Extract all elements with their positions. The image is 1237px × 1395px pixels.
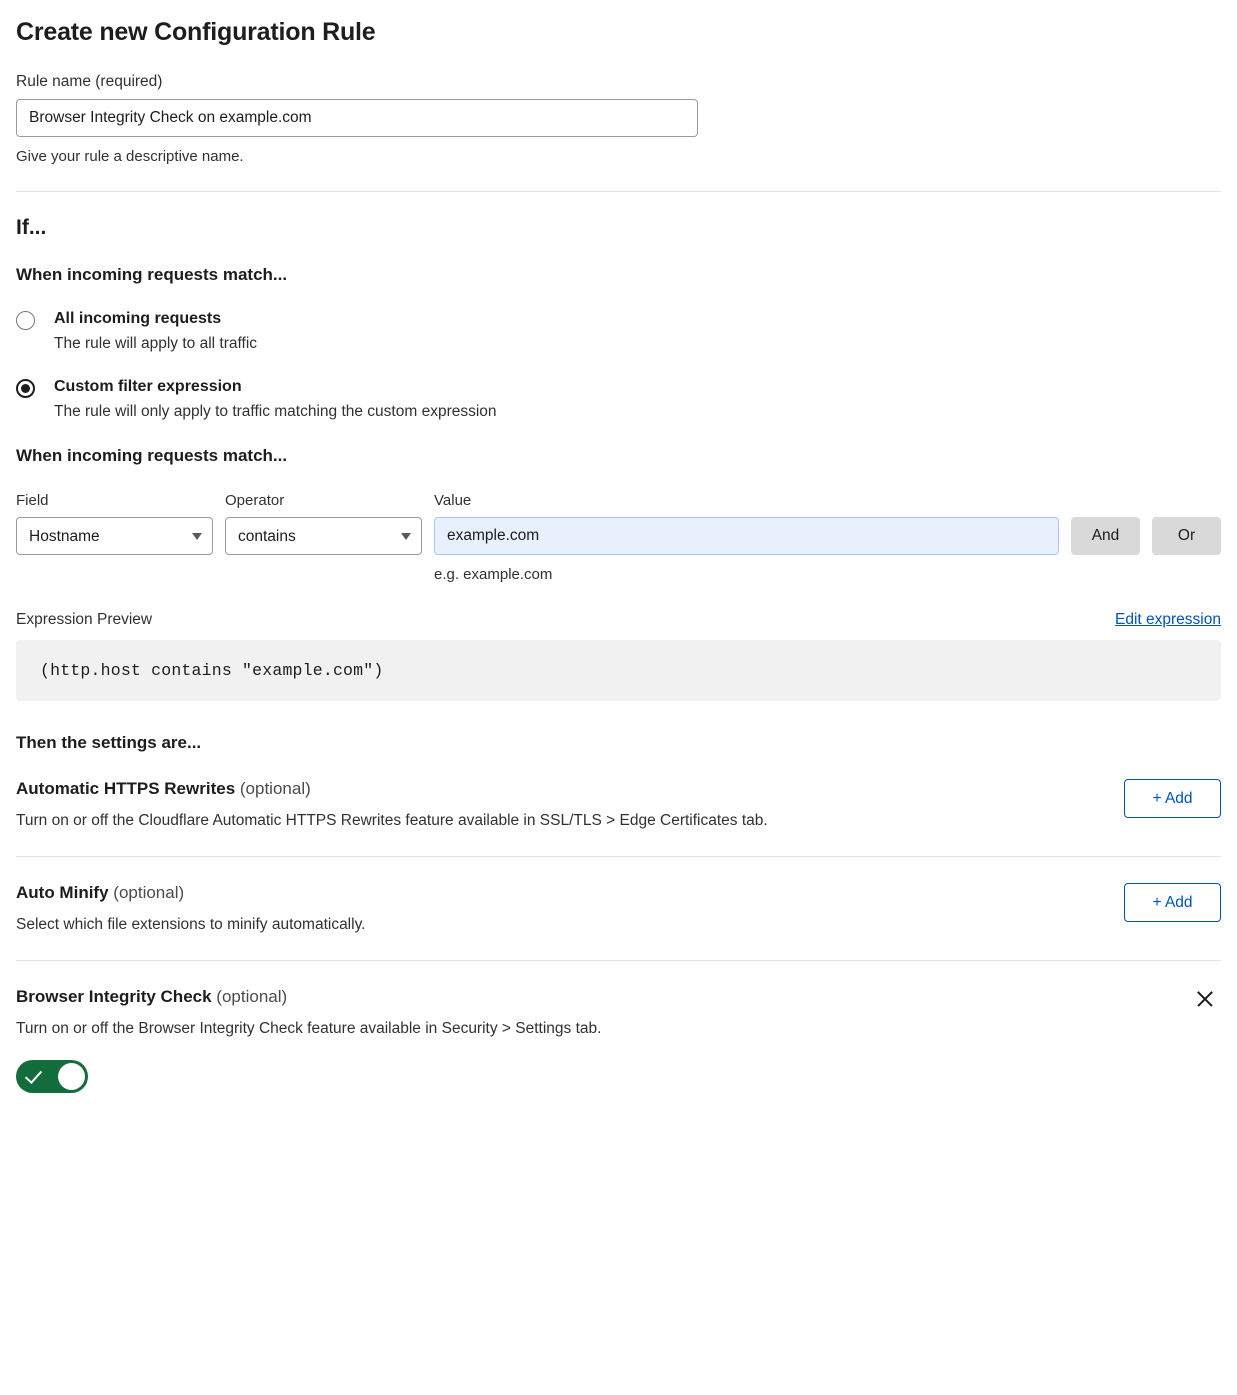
field-select[interactable] <box>16 517 213 555</box>
setting-optional-text: (optional) <box>216 987 288 1006</box>
radio-desc-custom: The rule will only apply to traffic matching the custom expression <box>54 403 497 420</box>
radio-desc-all: The rule will apply to all traffic <box>54 335 258 352</box>
close-icon[interactable] <box>1193 987 1217 1011</box>
add-auto-minify-button[interactable]: + Add <box>1124 883 1221 922</box>
operator-select[interactable] <box>225 517 422 555</box>
expression-column-labels <box>16 492 1221 509</box>
radio-option-custom-filter-expression[interactable] <box>16 377 1221 421</box>
radio-icon-selected[interactable] <box>16 379 35 398</box>
add-automatic-https-rewrites-button[interactable]: + Add <box>1124 779 1221 818</box>
setting-name-text: Automatic HTTPS Rewrites <box>16 779 236 798</box>
expression-row <box>16 517 1221 583</box>
expression-preview-label: Expression Preview <box>16 611 153 628</box>
then-heading: Then the settings are... <box>16 733 202 752</box>
expression-preview-header <box>16 611 1221 629</box>
setting-title <box>16 779 311 799</box>
setting-description: Select which file extensions to minify automatically. <box>16 916 366 933</box>
value-hint: e.g. example.com <box>434 566 553 583</box>
label-field: Field <box>16 492 49 509</box>
radio-option-all-incoming-requests[interactable] <box>16 309 1221 353</box>
match-heading: When incoming requests match... <box>16 265 288 284</box>
or-button[interactable]: Or <box>1152 517 1221 555</box>
radio-icon[interactable] <box>16 311 35 330</box>
setting-name-text: Auto Minify <box>16 883 109 902</box>
rule-name-help: Give your rule a descriptive name. <box>16 148 244 165</box>
setting-name-text: Browser Integrity Check <box>16 987 212 1006</box>
setting-auto-minify <box>16 856 1221 960</box>
if-heading: If... <box>16 216 47 239</box>
label-operator: Operator <box>225 492 285 509</box>
setting-description: Turn on or off the Cloudflare Automatic HTTPS Rewrites feature available in SSL/TLS > Edge Certificates tab. <box>16 812 768 829</box>
check-icon <box>25 1066 42 1084</box>
label-value: Value <box>434 492 472 509</box>
rule-name-label: Rule name (required) <box>16 73 163 90</box>
divider <box>16 191 1221 192</box>
value-column <box>434 517 1059 583</box>
rule-name-input[interactable] <box>16 99 698 137</box>
edit-expression-link[interactable]: Edit expression <box>1115 611 1221 628</box>
setting-browser-integrity-check <box>16 960 1221 1119</box>
field-select-wrap[interactable] <box>16 517 213 555</box>
expression-builder-heading: When incoming requests match... <box>16 446 288 465</box>
page-title: Create new Configuration Rule <box>16 18 376 46</box>
expression-preview-box: (http.host contains "example.com") <box>16 640 1221 701</box>
toggle-knob <box>58 1063 85 1090</box>
radio-label-all: All incoming requests <box>54 310 222 327</box>
setting-title <box>16 883 184 903</box>
setting-automatic-https-rewrites <box>16 753 1221 856</box>
and-button[interactable]: And <box>1071 517 1140 555</box>
radio-label-custom: Custom filter expression <box>54 378 242 395</box>
setting-description: Turn on or off the Browser Integrity Check feature available in Security > Settings tab. <box>16 1020 602 1037</box>
browser-integrity-check-toggle[interactable] <box>16 1060 88 1093</box>
value-input[interactable] <box>434 517 1059 555</box>
setting-title <box>16 987 287 1007</box>
setting-optional-text: (optional) <box>113 883 185 902</box>
setting-optional-text: (optional) <box>239 779 311 798</box>
operator-select-wrap[interactable] <box>225 517 422 555</box>
configuration-rule-form <box>0 18 1237 1119</box>
